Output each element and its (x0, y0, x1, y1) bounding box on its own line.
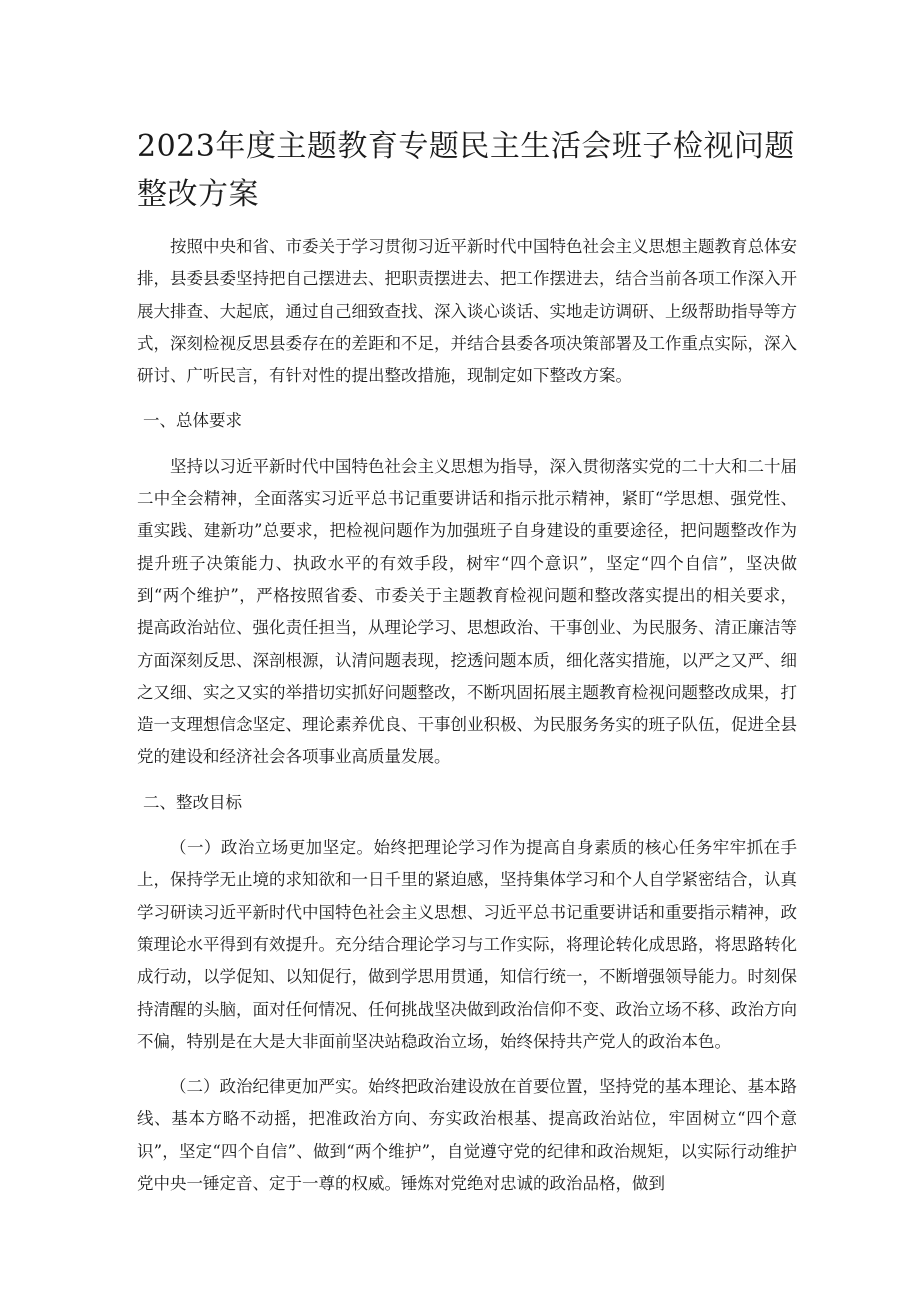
goal-item-political-discipline: （二）政治纪律更加严实。始终把政治建设放在首要位置，坚持党的基本理论、基本路线、基本方略不动摇，把准政治方向、夯实政治根基、提高政治站位，牢固树立“四个意识”，坚定“四个自信”、做到“两个维护”，自觉遵守党的纪律和政治规矩，以实际行动维护党中央一锤定音、定于一尊的权威。锤炼对党绝对忠诚的政治品格，做到 (137, 1077, 797, 1194)
section-heading-rectification-goals: 二、整改目标 (143, 792, 242, 812)
intro-paragraph: 按照中央和省、市委关于学习贯彻习近平新时代中国特色社会主义思想主题教育总体安排，县委县委坚持把自己摆进去、把职责摆进去、把工作摆进去，结合当前各项工作深入开展大排查、大起底，通过自己细致查找、深入谈心谈话、实地走访调研、上级帮助指导等方式，深刻检视反思县委存在的差距和不足，并结合县委各项决策部署及工作重点实际，深入研讨、广听民言，有针对性的提出整改措施，现制定如下整改方案。 (137, 237, 797, 386)
document-title: 2023年度主题教育专题民主生活会班子检视问题整改方案 (137, 129, 795, 212)
document-body (137, 231, 797, 1213)
goal-item-political-stance: （一）政治立场更加坚定。始终把理论学习作为提高自身素质的核心任务牢牢抓在手上，保持学无止境的求知欲和一日千里的紧迫感，坚持集体学习和个人自学紧密结合，认真学习研读习近平新时代中国特色社会主义思想、习近平总书记重要讲话和重要指示精神，政策理论水平得到有效提升。充分结合理论学习与工作实际，将理论转化成思路，将思路转化成行动，以学促知、以知促行，做到学思用贯通，知信行统一，不断增强领导能力。时刻保持清醒的头脑，面对任何情况、任何挑战坚决做到政治信仰不变、政治立场不移、政治方向不偏，特别是在大是大非面前坚决站稳政治立场，始终保持共产党人的政治本色。 (137, 838, 797, 1051)
section-heading-overall-requirements: 一、总体要求 (143, 411, 242, 431)
overall-requirements-paragraph: 坚持以习近平新时代中国特色社会主义思想为指导，深入贯彻落实党的二十大和二十届二中全会精神，全面落实习近平总书记重要讲话和指示批示精神，紧盯“学思想、强党性、重实践、建新功”总要求，把检视问题作为加强班子自身建设的重要途径，把问题整改作为提升班子决策能力、执政水平的有效手段，树牢“四个意识”，坚定“四个自信”，坚决做到“两个维护”，严格按照省委、市委关于主题教育检视问题和整改落实提出的相关要求，提高政治站位、强化责任担当，从理论学习、思想政治、干事创业、为民服务、清正廉洁等方面深刻反思、深剖根源，认清问题表现，挖透问题本质，细化落实措施，以严之又严、细之又细、实之又实的举措切实抓好问题整改，不断巩固拓展主题教育检视问题整改成果，打造一支理想信念坚定、理论素养优良、干事创业积极、为民服务务实的班子队伍，促进全县党的建设和经济社会各项事业高质量发展。 (137, 456, 797, 767)
